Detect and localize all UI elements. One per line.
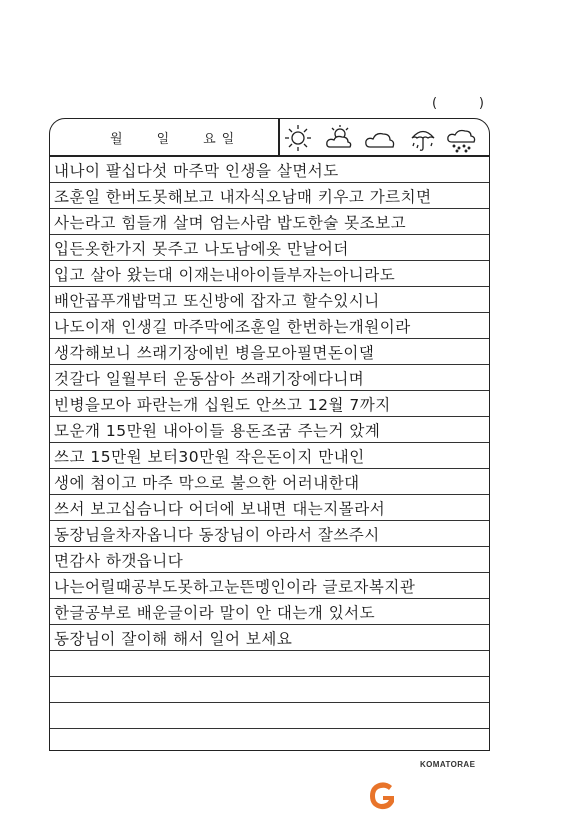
text-line: 한글공부로 배운글이라 말이 안 대는개 있서도	[54, 604, 376, 622]
text-line: 동장님을차자옵니다 동장님이 아라서 잘쓰주시	[54, 526, 380, 544]
text-line: 나도이재 인생길 마주막에조훈일 한번하는개원이라	[54, 318, 411, 336]
text-line: 내나이 팔십다섯 마주막 인생을 살면서도	[54, 162, 339, 180]
cloud-icon[interactable]	[366, 134, 394, 147]
text-line: 쓰고 15만원 보터30만원 작은돈이지 만내인	[54, 448, 365, 466]
text-line: 조훈일 한버도못해보고 내자식오남매 키우고 가르치면	[54, 188, 432, 206]
partly-cloudy-icon[interactable]	[327, 125, 351, 147]
header-rule	[50, 155, 489, 157]
text-line: 모운개 15만원 내아이들 용돈조굼 주는거 았계	[54, 422, 381, 440]
sun-icon[interactable]	[285, 125, 311, 151]
ruled-line	[50, 676, 489, 677]
text-line: 입든옷한가지 못주고 나도남에옷 만날어더	[54, 240, 349, 258]
text-line: 쓰서 보고십슴니다 어더에 보내면 대는지몰라서	[54, 500, 386, 518]
text-line: 것갈다 일월부터 운동삼아 쓰래기장에다니며	[54, 370, 365, 388]
text-line: 동장님이 잘이해 해서 일어 보세요	[54, 630, 293, 648]
date-header	[50, 119, 278, 155]
month-label: 월	[110, 131, 129, 147]
text-line: 입고 살아 왔는대 이재는내아이들부자는아니라도	[54, 266, 396, 284]
weather-selector	[282, 123, 487, 153]
paren-close: )	[478, 96, 484, 111]
diary-page	[49, 118, 490, 751]
weekday-label: 요일	[203, 131, 241, 147]
brand-label: KOMATORAE	[420, 760, 476, 769]
ruled-line	[50, 728, 489, 729]
paren-open: (	[432, 96, 438, 111]
snow-cloud-icon[interactable]	[448, 131, 475, 152]
text-line: 배안곱푸개밥먹고 또신방에 잡자고 할수있시니	[54, 292, 380, 310]
text-line: 면감사 하갯읍니다	[54, 552, 184, 570]
text-line: 사는라고 힘들개 살며 엄는사람 밥도한술 못조보고	[54, 214, 407, 232]
text-line: 빈병을모아 파란는개 십원도 안쓰고 12월 7까지	[54, 396, 391, 414]
ruled-line	[50, 702, 489, 703]
text-line: 생에 첨이고 마주 막으로 불으한 어러내한대	[54, 474, 360, 492]
logo-icon	[364, 778, 400, 814]
date-parentheses	[432, 96, 484, 111]
header-divider	[278, 119, 280, 155]
text-line: 나는어릴때공부도못하고눈뜬멩인이라 글로자복지관	[54, 578, 416, 596]
day-label: 일	[156, 131, 176, 147]
text-line: 생각해보니 쓰래기장에빈 병을모아필면돈이댈	[54, 344, 375, 362]
umbrella-icon[interactable]	[412, 132, 434, 151]
